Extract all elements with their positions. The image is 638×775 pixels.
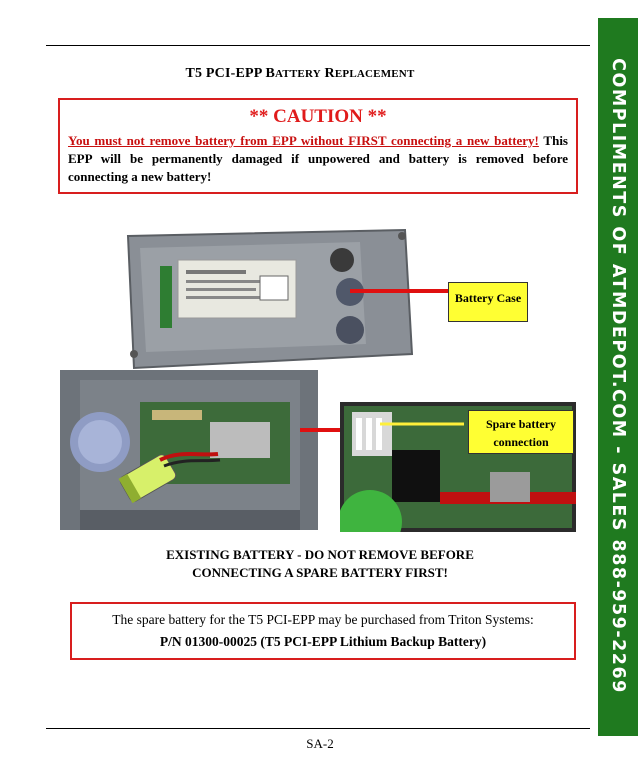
battery-case-pointer — [350, 286, 450, 296]
caution-warning-underlined: You must not remove battery from EPP without FIRST connecting a new battery! — [68, 133, 539, 148]
caption-line-1: EXISTING BATTERY - DO NOT REMOVE BEFORE — [166, 547, 474, 562]
caption-line-2: CONNECTING A SPARE BATTERY FIRST! — [192, 565, 448, 580]
sidebar-banner-text: COMPLIMENTS OF ATMDEPOT.COM - SALES 888-959-2269 — [608, 58, 628, 694]
existing-battery-photo — [60, 370, 318, 530]
purchase-line-1: The spare battery for the T5 PCI-EPP may be purchased from Triton Systems: — [112, 612, 534, 627]
purchase-info-box — [70, 602, 576, 660]
page-number: SA-2 — [306, 736, 334, 751]
battery-case-callout: Battery Case — [448, 282, 528, 322]
caution-box — [58, 98, 578, 194]
epp-underside-photo — [120, 226, 415, 374]
page-title: T5 PCI-EPP BATTERY REPLACEMENT — [185, 66, 415, 81]
top-rule — [46, 45, 590, 46]
caution-warning-rest: This EPP will be permanently damaged if unpowered and battery is removed before connecting a new battery! — [68, 133, 568, 184]
bottom-rule — [46, 728, 590, 729]
caution-heading: ** CAUTION ** — [249, 106, 387, 127]
battery-caption — [80, 546, 560, 582]
part-number: P/N 01300-00025 (T5 PCI-EPP Lithium Backup Battery) — [159, 634, 487, 649]
spare-battery-callout: Spare battery connection — [468, 410, 574, 454]
caution-text — [68, 132, 568, 186]
